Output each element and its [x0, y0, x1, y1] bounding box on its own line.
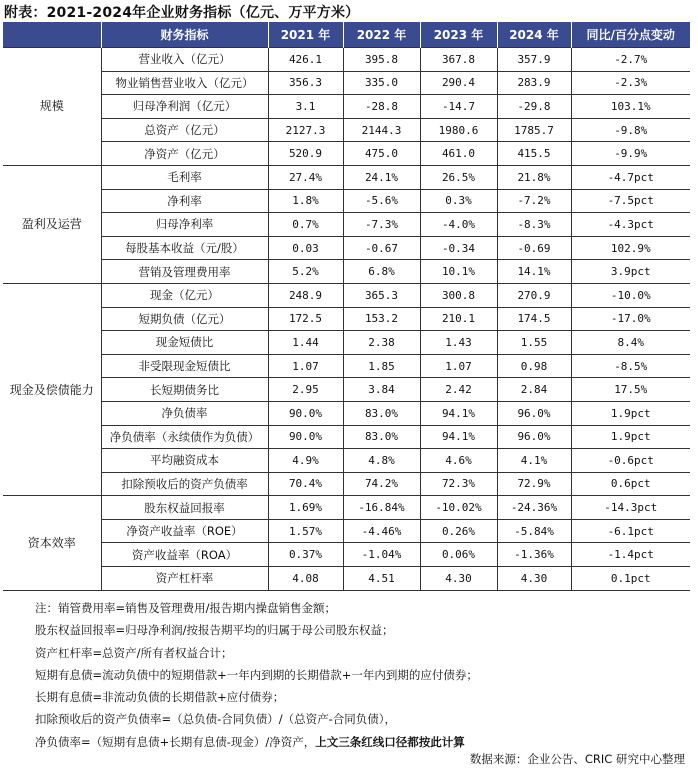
metric-value: 0.37% — [268, 543, 343, 567]
table-row — [3, 71, 690, 95]
metric-name: 归母净利率 — [101, 213, 268, 237]
metric-value: 290.4 — [420, 71, 497, 95]
table-row — [3, 118, 690, 142]
metric-value: 0.06% — [420, 543, 497, 567]
table-row — [3, 354, 690, 378]
metric-name: 净负债率 — [101, 401, 268, 425]
metric-value: -1.04% — [343, 543, 420, 567]
metric-value: 2.42 — [420, 378, 497, 402]
metric-value: 335.0 — [343, 71, 420, 95]
metric-value: 70.4% — [268, 472, 343, 496]
metric-value: 1.07 — [268, 354, 343, 378]
metric-value: 90.0% — [268, 401, 343, 425]
notes — [35, 597, 478, 753]
metric-value: -1.36% — [497, 543, 571, 567]
metric-value: 426.1 — [268, 48, 343, 72]
metric-value: 4.51 — [343, 567, 420, 591]
metric-value: 72.3% — [420, 472, 497, 496]
metric-value: 10.1% — [420, 260, 497, 284]
metric-value: 1.44 — [268, 331, 343, 355]
metric-value: -4.7pct — [571, 165, 690, 189]
metric-value: 395.8 — [343, 48, 420, 72]
note-line — [35, 731, 478, 753]
table-row — [3, 236, 690, 260]
metric-value: 1.9pct — [571, 401, 690, 425]
metric-value: 2.38 — [343, 331, 420, 355]
note-emphasis: 上文三条红线口径都按此计算 — [315, 734, 465, 749]
metric-value: -0.67 — [343, 236, 420, 260]
metric-value: 2144.3 — [343, 118, 420, 142]
metric-value: 4.30 — [497, 567, 571, 591]
metric-value: 174.5 — [497, 307, 571, 331]
header-row — [3, 22, 690, 48]
table-row — [3, 472, 690, 496]
metric-name: 净利率 — [101, 189, 268, 213]
metric-name: 营业收入（亿元） — [101, 48, 268, 72]
table-row — [3, 95, 690, 119]
metric-value: -16.84% — [343, 496, 420, 520]
metric-value: 1.07 — [420, 354, 497, 378]
metric-value: 365.3 — [343, 283, 420, 307]
metric-value: 475.0 — [343, 142, 420, 166]
metric-name: 每股基本收益（元/股） — [101, 236, 268, 260]
metric-value: -7.2% — [497, 189, 571, 213]
metric-value: -10.0% — [571, 283, 690, 307]
table-row — [3, 401, 690, 425]
metric-value: -24.36% — [497, 496, 571, 520]
table-row — [3, 425, 690, 449]
group-label: 资本效率 — [3, 496, 101, 590]
metric-value: 1.8% — [268, 189, 343, 213]
metric-value: 4.30 — [420, 567, 497, 591]
table-row — [3, 378, 690, 402]
financial-indicators-table — [3, 22, 690, 591]
metric-value: 172.5 — [268, 307, 343, 331]
metric-value: 270.9 — [497, 283, 571, 307]
metric-value: 2127.3 — [268, 118, 343, 142]
metric-value: -14.3pct — [571, 496, 690, 520]
metric-value: 3.9pct — [571, 260, 690, 284]
metric-value: -9.8% — [571, 118, 690, 142]
metric-value: -14.7 — [420, 95, 497, 119]
column-header: 同比/百分点变动 — [571, 22, 690, 48]
metric-value: -0.69 — [497, 236, 571, 260]
metric-value: 96.0% — [497, 401, 571, 425]
group-label: 规模 — [3, 48, 101, 166]
metric-value: 1.69% — [268, 496, 343, 520]
table-row — [3, 260, 690, 284]
metric-value: 0.6pct — [571, 472, 690, 496]
metric-name: 资产收益率（ROA） — [101, 543, 268, 567]
column-header: 财务指标 — [101, 22, 268, 48]
group-label: 盈利及运营 — [3, 165, 101, 283]
metric-name: 营销及管理费用率 — [101, 260, 268, 284]
metric-name: 现金短债比 — [101, 331, 268, 355]
metric-value: -29.8 — [497, 95, 571, 119]
metric-name: 平均融资成本 — [101, 449, 268, 473]
metric-value: 0.03 — [268, 236, 343, 260]
note-line: 注：销管费用率=销售及管理费用/报告期内操盘销售金额； — [35, 601, 337, 615]
table-row — [3, 519, 690, 543]
note-line: 资产杠杆率=总资产/所有者权益合计； — [35, 645, 233, 660]
metric-value: 74.2% — [343, 472, 420, 496]
data-source: 数据来源：企业公告、CRIC 研究中心整理 — [469, 752, 685, 766]
metric-name: 净资产收益率（ROE） — [101, 519, 268, 543]
note-line: 长期有息债=非流动负债的长期借款+应付债券； — [35, 690, 285, 705]
metric-value: -28.8 — [343, 95, 420, 119]
metric-value: 17.5% — [571, 378, 690, 402]
metric-value: -0.34 — [420, 236, 497, 260]
metric-name: 短期负债（亿元） — [101, 307, 268, 331]
metric-name: 股东权益回报率 — [101, 496, 268, 520]
metric-value: -4.3pct — [571, 213, 690, 237]
metric-name: 扣除预收后的资产负债率 — [101, 472, 268, 496]
metric-value: -8.3% — [497, 213, 571, 237]
metric-value: -17.0% — [571, 307, 690, 331]
metric-value: -7.5pct — [571, 189, 690, 213]
metric-name: 物业销售营业收入（亿元） — [101, 71, 268, 95]
metric-name: 净负债率（永续债作为负债） — [101, 425, 268, 449]
metric-value: 520.9 — [268, 142, 343, 166]
metric-value: -1.4pct — [571, 543, 690, 567]
metric-value: 72.9% — [497, 472, 571, 496]
metric-value: 210.1 — [420, 307, 497, 331]
metric-value: 4.1% — [497, 449, 571, 473]
metric-value: -9.9% — [571, 142, 690, 166]
metric-value: -4.0% — [420, 213, 497, 237]
metric-value: 4.6% — [420, 449, 497, 473]
column-header: 2023 年 — [420, 22, 497, 48]
metric-value: 24.1% — [343, 165, 420, 189]
table-row — [3, 567, 690, 591]
metric-value: 1.9pct — [571, 425, 690, 449]
table-row — [3, 213, 690, 237]
metric-value: 283.9 — [497, 71, 571, 95]
table-row — [3, 449, 690, 473]
metric-value: 2.84 — [497, 378, 571, 402]
metric-value: 1785.7 — [497, 118, 571, 142]
metric-value: 3.84 — [343, 378, 420, 402]
metric-name: 长短期债务比 — [101, 378, 268, 402]
metric-value: 14.1% — [497, 260, 571, 284]
metric-value: 357.9 — [497, 48, 571, 72]
metric-value: -2.3% — [571, 71, 690, 95]
metric-value: 1.55 — [497, 331, 571, 355]
metric-value: 103.1% — [571, 95, 690, 119]
metric-value: -2.7% — [571, 48, 690, 72]
metric-value: -4.46% — [343, 519, 420, 543]
metric-value: -8.5% — [571, 354, 690, 378]
table-row — [3, 48, 690, 72]
table-row — [3, 543, 690, 567]
metric-value: 1.85 — [343, 354, 420, 378]
metric-value: 3.1 — [268, 95, 343, 119]
metric-value: 21.8% — [497, 165, 571, 189]
table-row — [3, 189, 690, 213]
metric-value: -5.84% — [497, 519, 571, 543]
note-text: 净负债率=（短期有息债+长期有息债-现金）/净资产， — [35, 734, 316, 749]
metric-value: 1.57% — [268, 519, 343, 543]
metric-value: 300.8 — [420, 283, 497, 307]
metric-value: -7.3% — [343, 213, 420, 237]
metric-value: 4.8% — [343, 449, 420, 473]
metric-value: 90.0% — [268, 425, 343, 449]
metric-value: 94.1% — [420, 425, 497, 449]
metric-value: 6.8% — [343, 260, 420, 284]
note-line: 短期有息债=流动负债中的短期借款+一年内到期的长期借款+一年内到期的应付债券； — [35, 667, 478, 682]
metric-value: 153.2 — [343, 307, 420, 331]
metric-value: 27.4% — [268, 165, 343, 189]
metric-value: 248.9 — [268, 283, 343, 307]
metric-value: 1.43 — [420, 331, 497, 355]
table-row — [3, 307, 690, 331]
table-title: 附表：2021-2024年企业财务指标（亿元、万平方米） — [4, 5, 360, 21]
metric-value: 4.08 — [268, 567, 343, 591]
column-header: 2024 年 — [497, 22, 571, 48]
metric-value: 4.9% — [268, 449, 343, 473]
note-line: 股东权益回报率=归母净利润/按报告期平均的归属于母公司股东权益； — [35, 623, 394, 638]
metric-value: 94.1% — [420, 401, 497, 425]
table-row — [3, 142, 690, 166]
metric-value: 367.8 — [420, 48, 497, 72]
column-header: 2021 年 — [268, 22, 343, 48]
metric-value: 1980.6 — [420, 118, 497, 142]
note-line: 扣除预收后的资产负债率=（总负债-合同负债）/（总资产-合同负债）， — [35, 712, 397, 727]
table-row — [3, 283, 690, 307]
group-label: 现金及偿债能力 — [3, 283, 101, 495]
metric-value: -5.6% — [343, 189, 420, 213]
metric-value: 96.0% — [497, 425, 571, 449]
table-row — [3, 165, 690, 189]
metric-value: 356.3 — [268, 71, 343, 95]
metric-value: 0.3% — [420, 189, 497, 213]
metric-value: -0.6pct — [571, 449, 690, 473]
metric-name: 资产杠杆率 — [101, 567, 268, 591]
metric-value: 0.1pct — [571, 567, 690, 591]
metric-value: 83.0% — [343, 401, 420, 425]
metric-name: 归母净利润（亿元） — [101, 95, 268, 119]
metric-name: 非受限现金短债比 — [101, 354, 268, 378]
table-row — [3, 496, 690, 520]
metric-value: 461.0 — [420, 142, 497, 166]
column-header — [3, 22, 101, 48]
column-header: 2022 年 — [343, 22, 420, 48]
metric-value: 2.95 — [268, 378, 343, 402]
metric-value: 8.4% — [571, 331, 690, 355]
metric-value: 26.5% — [420, 165, 497, 189]
metric-value: -10.02% — [420, 496, 497, 520]
metric-value: 102.9% — [571, 236, 690, 260]
metric-value: -6.1pct — [571, 519, 690, 543]
metric-value: 83.0% — [343, 425, 420, 449]
metric-name: 净资产（亿元） — [101, 142, 268, 166]
metric-value: 415.5 — [497, 142, 571, 166]
metric-name: 总资产（亿元） — [101, 118, 268, 142]
metric-value: 5.2% — [268, 260, 343, 284]
metric-value: 0.26% — [420, 519, 497, 543]
metric-value: 0.7% — [268, 213, 343, 237]
metric-value: 0.98 — [497, 354, 571, 378]
metric-name: 毛利率 — [101, 165, 268, 189]
table-row — [3, 331, 690, 355]
metric-name: 现金（亿元） — [101, 283, 268, 307]
